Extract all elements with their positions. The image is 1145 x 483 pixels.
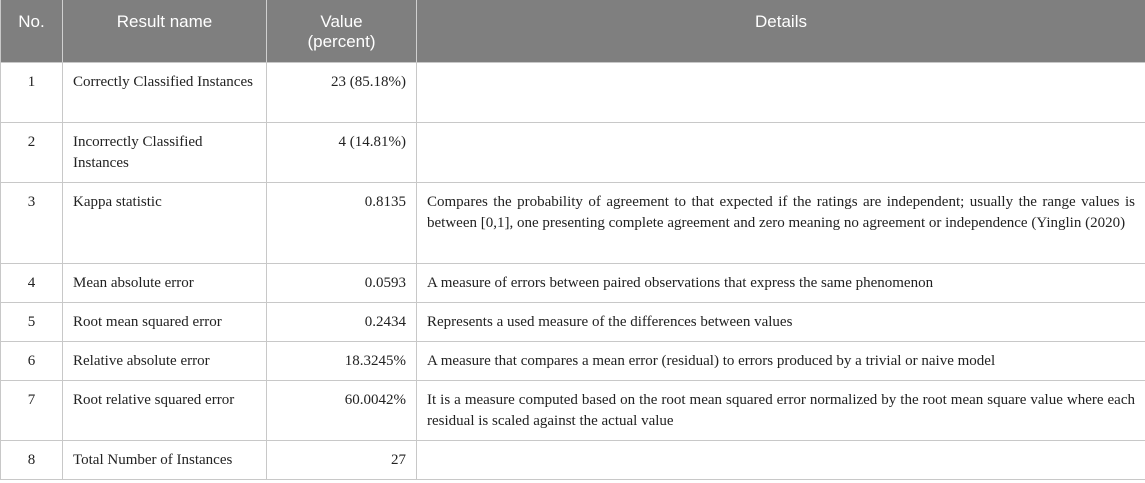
header-no: No. [1,0,63,62]
header-row [1,0,1145,62]
table-row [1,341,1145,380]
cell-details [417,62,1145,122]
cell-result-name: Root mean squared error [63,302,267,341]
cell-details: Compares the probability of agreement to that expected if the ratings are independent; usually the range values is between [0,1], one presenting complete agreement and zero meaning no agreement or independence (Yinglin (2020) [417,182,1145,263]
cell-details [417,122,1145,182]
cell-result-name: Total Number of Instances [63,440,267,479]
cell-no: 7 [1,380,63,440]
header-result-name: Result name [63,0,267,62]
cell-details: A measure that compares a mean error (residual) to errors produced by a trivial or naive model [417,341,1145,380]
table-row [1,263,1145,302]
cell-result-name: Root relative squared error [63,380,267,440]
cell-no: 4 [1,263,63,302]
cell-value: 60.0042% [267,380,417,440]
cell-no: 1 [1,62,63,122]
cell-result-name: Relative absolute error [63,341,267,380]
cell-details: Represents a used measure of the differences between values [417,302,1145,341]
cell-no: 6 [1,341,63,380]
cell-value: 4 (14.81%) [267,122,417,182]
cell-value: 0.8135 [267,182,417,263]
cell-value: 0.2434 [267,302,417,341]
cell-result-name: Correctly Classified Instances [63,62,267,122]
table-header [1,0,1145,62]
table-body [1,62,1145,479]
cell-details: It is a measure computed based on the root mean squared error normalized by the root mean square value where each residual is scaled against the actual value [417,380,1145,440]
header-value-line1: Value [320,12,363,31]
cell-result-name: Kappa statistic [63,182,267,263]
cell-details: A measure of errors between paired observations that express the same phenomenon [417,263,1145,302]
cell-details [417,440,1145,479]
cell-no: 8 [1,440,63,479]
cell-value: 27 [267,440,417,479]
cell-result-name: Mean absolute error [63,263,267,302]
table-row [1,62,1145,122]
table-row [1,302,1145,341]
table-row [1,440,1145,479]
cell-value: 18.3245% [267,341,417,380]
cell-no: 3 [1,182,63,263]
cell-value: 23 (85.18%) [267,62,417,122]
table-row [1,380,1145,440]
table-row [1,122,1145,182]
header-value-line2: (percent) [307,32,376,51]
header-value [267,0,417,62]
table-row [1,182,1145,263]
cell-no: 2 [1,122,63,182]
cell-result-name: Incorrectly Classified Instances [63,122,267,182]
cell-no: 5 [1,302,63,341]
cell-value: 0.0593 [267,263,417,302]
header-details: Details [417,0,1145,62]
